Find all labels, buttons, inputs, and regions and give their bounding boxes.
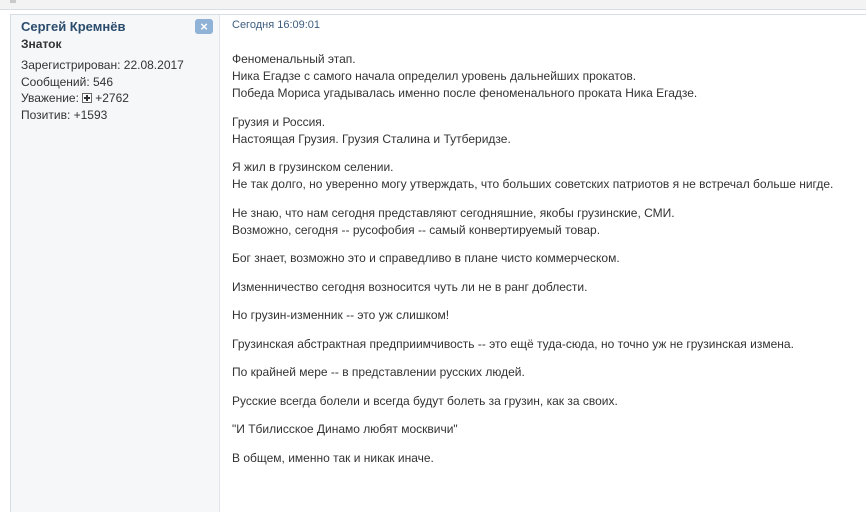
message-paragraph <box>232 250 852 267</box>
message-paragraph <box>232 307 852 324</box>
previous-post-fragment <box>10 0 16 3</box>
post-date: Сегодня 16:09:01 <box>232 19 321 31</box>
message-paragraph <box>232 364 852 381</box>
message-line: Возможно, сегодня -- русофобия -- самый конвертируемый товар. <box>232 222 601 237</box>
plus-icon[interactable] <box>82 93 92 103</box>
positive-score: Позитив: +1593 <box>21 107 108 122</box>
message-paragraph <box>232 51 852 102</box>
message-line: Ника Егадзе с самого начала определил уровень дальнейших прокатов. <box>232 69 637 83</box>
respect-value: +2762 <box>95 91 129 105</box>
post-message <box>232 51 852 478</box>
message-line: Но грузин-изменник -- это уж слишком! <box>232 308 450 322</box>
message-line: Победа Мориса угадывалась именно после феноменального проката Ника Егадзе. <box>232 86 698 100</box>
registered-date: Зарегистрирован: 22.08.2017 <box>21 58 184 72</box>
message-line: Не так долго, но уверенно могу утверждать, что больших советских патриотов я не встречал больше нигде. <box>232 177 834 191</box>
message-line: Русские всегда болели и всегда будут болеть за грузин, как за своих. <box>232 393 618 408</box>
message-line: Я жил в грузинском селении. <box>232 160 394 174</box>
message-paragraph <box>232 393 852 410</box>
message-line: Не знаю, что нам сегодня представляют сегодняшние, якобы грузинские, СМИ. <box>232 205 675 220</box>
message-paragraph <box>232 159 852 193</box>
message-line: По крайней мере -- в представлении русских людей. <box>232 365 525 379</box>
respect-row <box>21 90 184 107</box>
message-paragraph <box>232 279 852 296</box>
message-line: Бог знает, возможно это и справедливо в плане чисто коммерческом. <box>232 251 620 265</box>
message-count: Сообщений: 546 <box>21 74 114 89</box>
message-line: Грузия и Россия. <box>232 114 326 129</box>
username-link[interactable]: Сергей Кремнёв <box>21 19 126 34</box>
user-rank: Знаток <box>21 37 62 51</box>
respect-label: Уважение: <box>21 91 79 105</box>
message-line: Феноменальный этап. <box>232 52 356 66</box>
forum-post <box>10 14 866 512</box>
message-line: Грузинская абстрактная предприимчивость -- это ещё туда-сюда, но точно уж не грузинская измена. <box>232 336 794 351</box>
message-line: В общем, именно так и никак иначе. <box>232 450 434 465</box>
message-paragraph <box>232 450 852 467</box>
previous-post-edge <box>0 0 866 10</box>
user-stats <box>21 57 184 123</box>
message-line: Изменничество сегодня возносится чуть ли не в ранг доблести. <box>232 279 588 294</box>
user-info-panel <box>11 15 220 512</box>
close-icon[interactable]: × <box>195 19 213 34</box>
message-paragraph <box>232 336 852 353</box>
message-paragraph <box>232 114 852 148</box>
message-paragraph <box>232 421 852 438</box>
message-line: "И Тбилисское Динамо любят москвичи" <box>232 422 458 436</box>
message-line: Настоящая Грузия. Грузия Сталина и Тутберидзе. <box>232 131 511 146</box>
message-paragraph <box>232 205 852 239</box>
